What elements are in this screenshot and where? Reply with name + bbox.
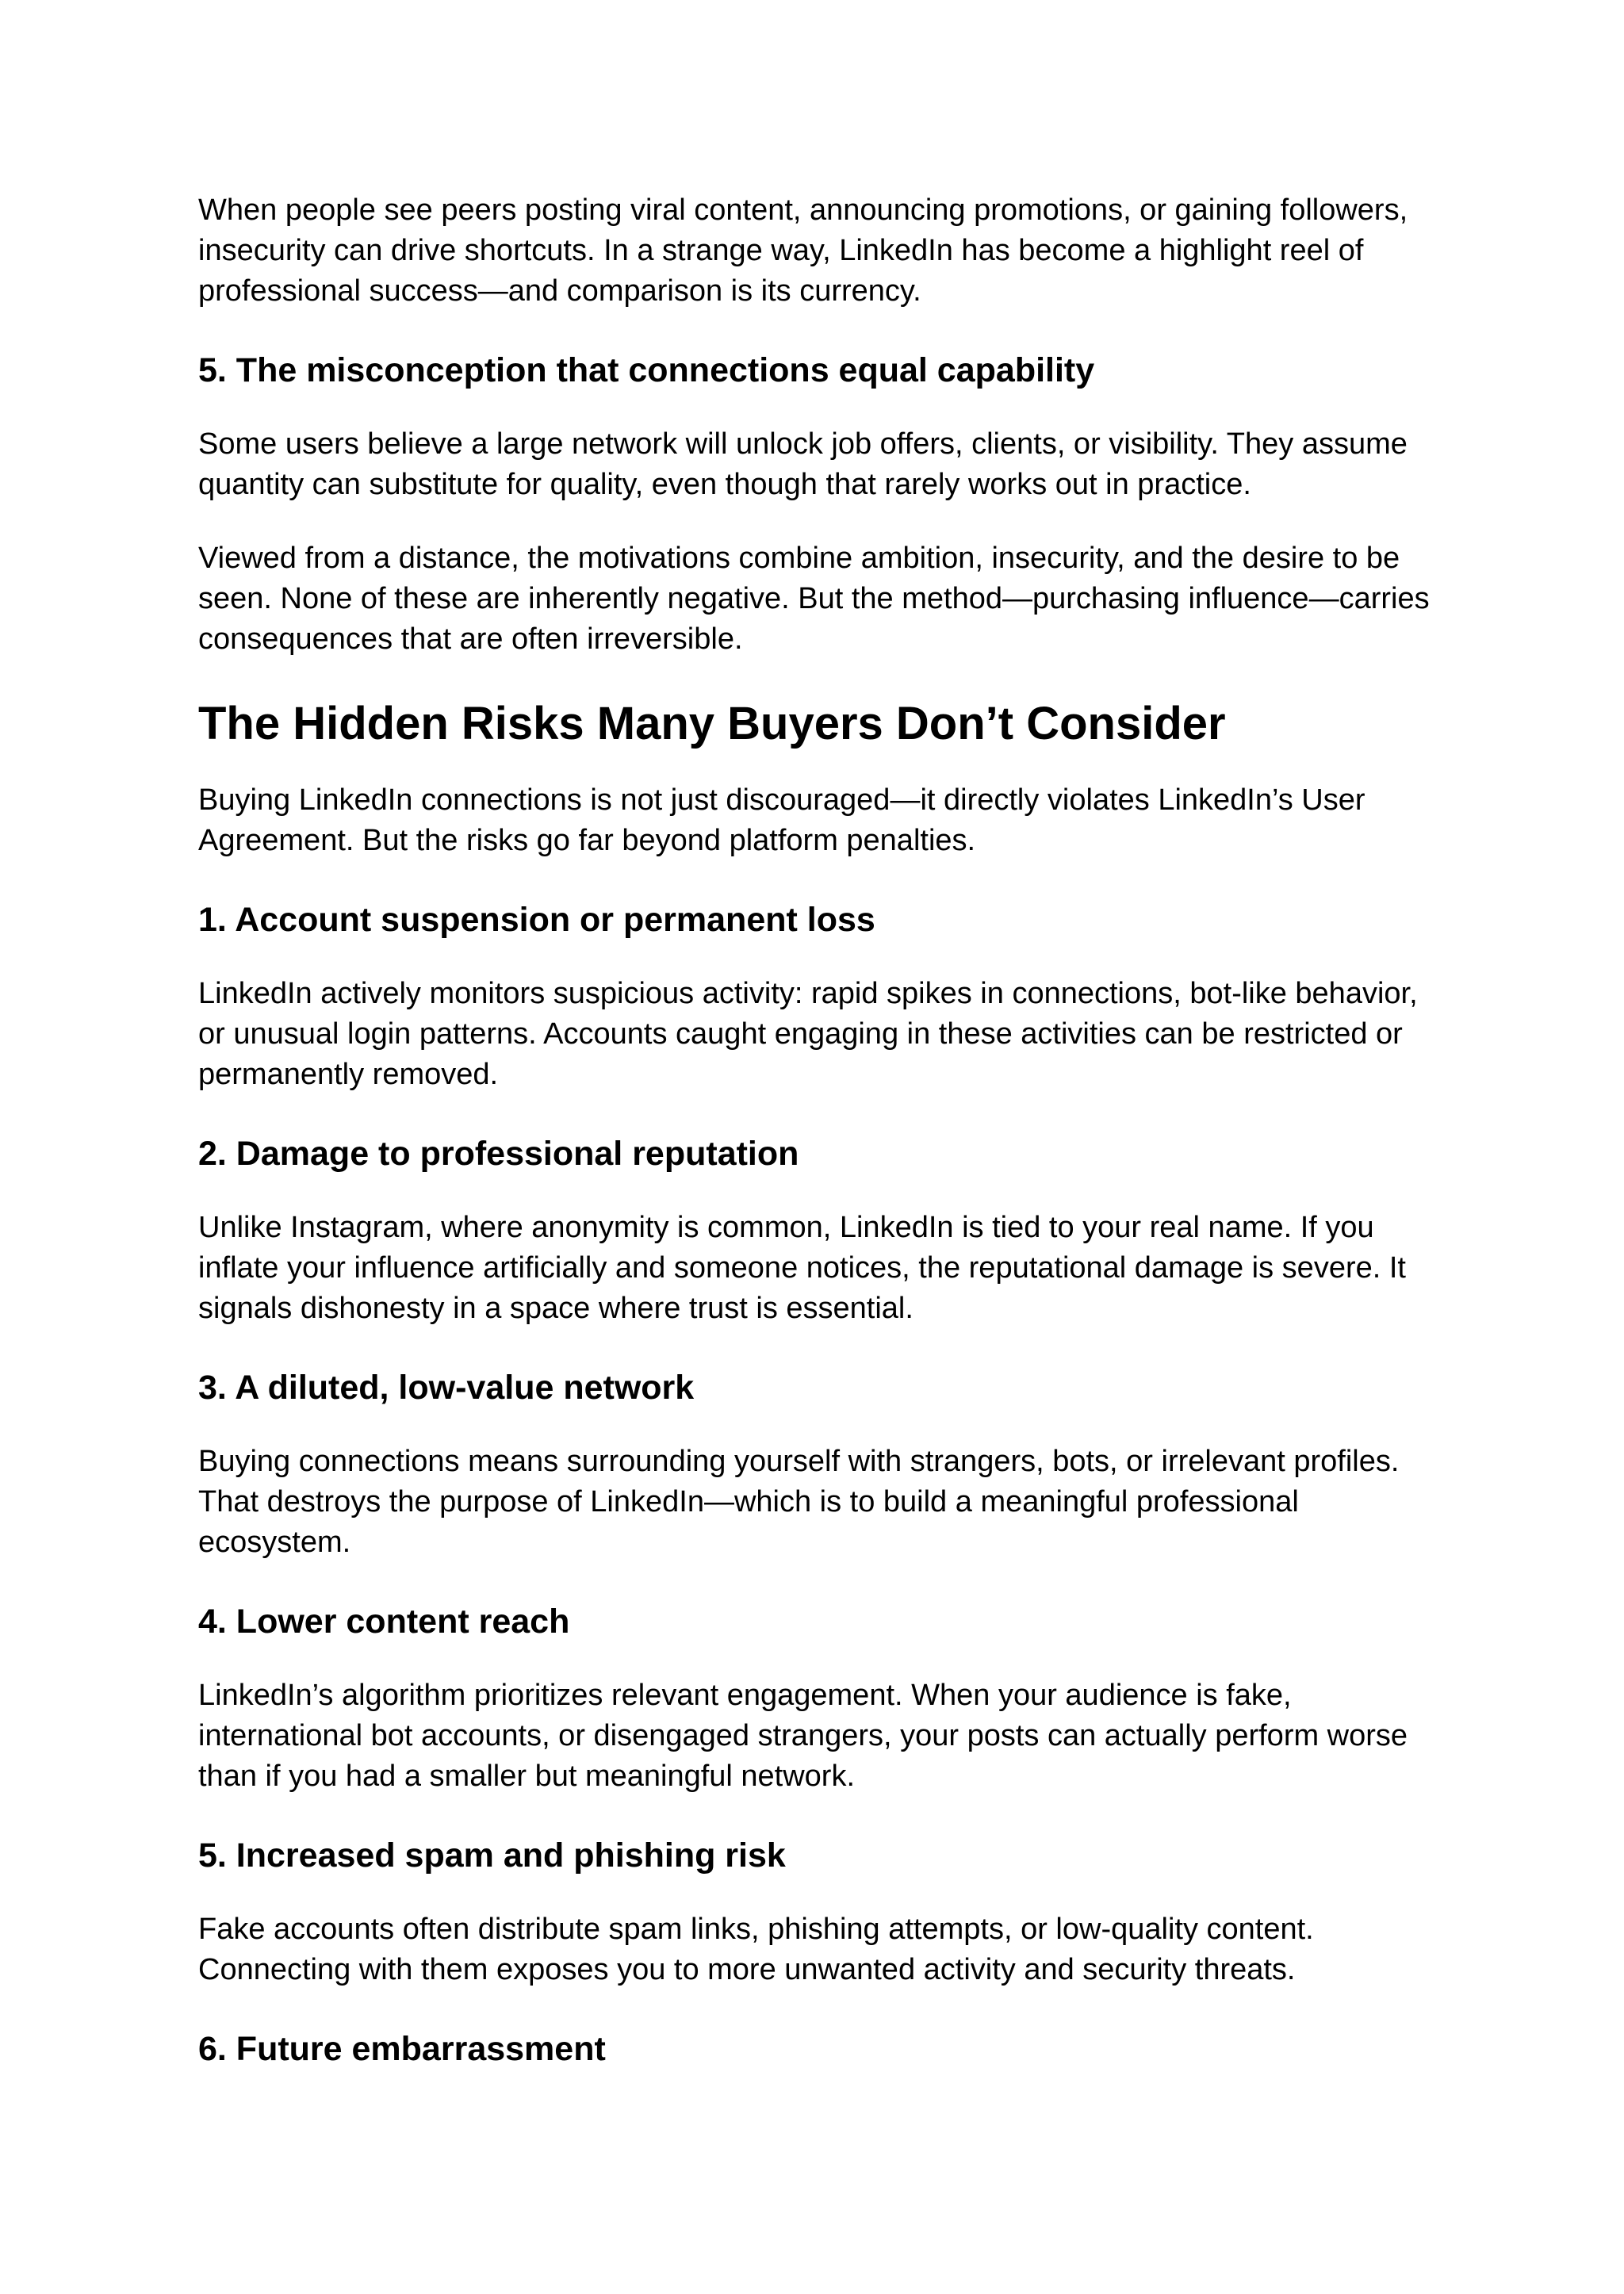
- risk-3-heading: 3. A diluted, low-value network: [198, 1369, 695, 1407]
- risk-1-paragraph: LinkedIn actively monitors suspicious activity: rapid spikes in connections, bot-like behavior, or unusual login patterns. Accounts caught engaging in these activities can be restricted or permanently removed.: [198, 977, 1418, 1091]
- risk-1-heading: 1. Account suspension or permanent loss: [198, 901, 875, 939]
- risk-5-heading: 5. Increased spam and phishing risk: [198, 1836, 786, 1875]
- intro-paragraph: When people see peers posting viral content, announcing promotions, or gaining followers, insecurity can drive shortcuts. In a strange way, LinkedIn has become a highlight reel of professional success—and comparison is its currency.: [198, 193, 1408, 308]
- risks-intro-paragraph: Buying LinkedIn connections is not just discouraged—it directly violates LinkedIn’s User Agreement. But the risks go far beyond platform penalties.: [198, 783, 1365, 857]
- risk-3-paragraph: Buying connections means surrounding yourself with strangers, bots, or irrelevant profiles. That destroys the purpose of LinkedIn—which is to build a meaningful professional ecosystem.: [198, 1445, 1400, 1559]
- risks-section-title: The Hidden Risks Many Buyers Don’t Consider: [198, 698, 1226, 749]
- risk-4-paragraph: LinkedIn’s algorithm prioritizes relevant engagement. When your audience is fake, international bot accounts, or disengaged strangers, your posts can actually perform worse than if you had a smaller but meaningful network.: [198, 1679, 1408, 1793]
- risk-5-paragraph: Fake accounts often distribute spam links, phishing attempts, or low-quality content. Connecting with them exposes you to more unwanted activity and security threats.: [198, 1913, 1314, 1986]
- risk-2-heading: 2. Damage to professional reputation: [198, 1135, 799, 1173]
- risk-2-paragraph: Unlike Instagram, where anonymity is common, LinkedIn is tied to your real name. If you inflate your influence artificially and someone notices, the reputational damage is severe. It signals dishonesty in a space where trust is essential.: [198, 1211, 1406, 1325]
- risk-6-heading: 6. Future embarrassment: [198, 2030, 606, 2068]
- motivation-5-heading: 5. The misconception that connections equal capability: [198, 351, 1095, 389]
- motivation-5-paragraph-1: Some users believe a large network will unlock job offers, clients, or visibility. They assume quantity can substitute for quality, even though that rarely works out in practice.: [198, 427, 1408, 501]
- motivation-5-paragraph-2: Viewed from a distance, the motivations combine ambition, insecurity, and the desire to be seen. None of these are inherently negative. But the method—purchasing influence—carries consequences that are often irreversible.: [198, 542, 1430, 656]
- risk-4-heading: 4. Lower content reach: [198, 1603, 570, 1641]
